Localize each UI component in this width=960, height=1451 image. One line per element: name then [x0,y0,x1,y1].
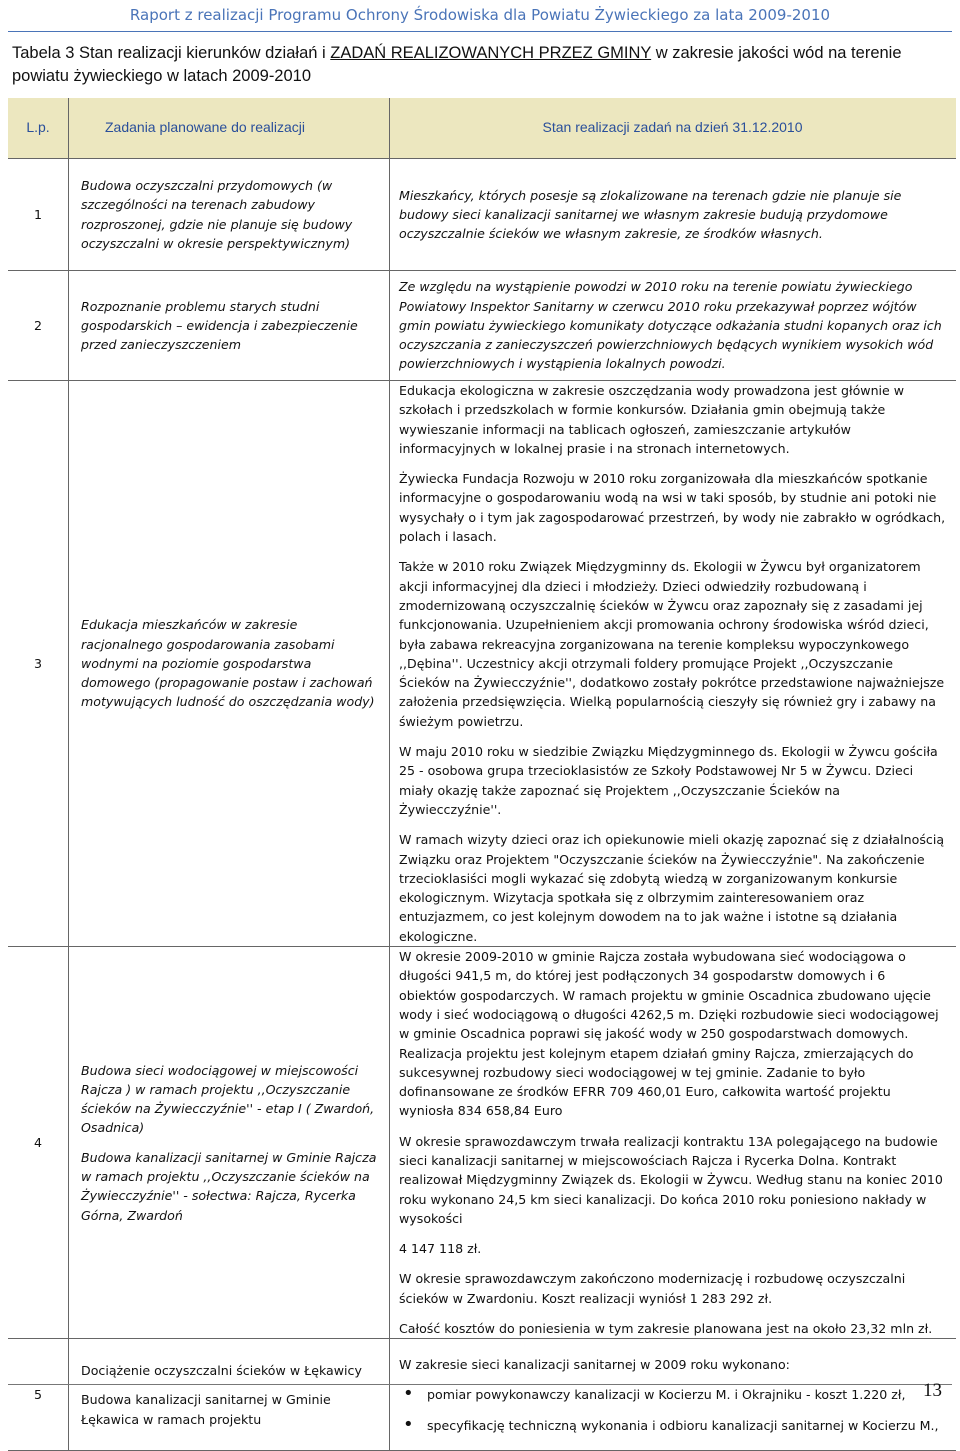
row-task [69,1339,390,1451]
row-status [390,381,957,947]
task-text: Budowa sieci wodociągowej w miejscowości Rajcza ) w ramach projektu ,,Oczyszczanie ścieków na Żywiecczyźnie'' - etap I ( Zwardoń, Osadnica) [81,1062,375,1136]
row-task [69,947,390,1339]
row-status [390,1339,957,1451]
row-task [69,271,390,381]
row-status [390,159,957,271]
footer-rule [8,1384,952,1385]
status-paragraph: W okresie sprawozdawczym zakończono modernizację i rozbudowę oczyszczalni ścieków w Zwardoniu. Koszt realizacji wyniósł 1 283 292 zł. [399,1271,906,1306]
status-paragraph: W maju 2010 roku w siedzibie Związku Międzygminnego ds. Ekologii w Żywcu gościła 25 - osobowa grupa trzecioklasistów ze Szkoły Podstawowej Nr 5 w Żywcu. Dzieci miały okazję także zapoznać się Projektem ,,Oczyszczanie Ścieków na Żywiecczyźnie''. [399,744,938,817]
row-task [69,159,390,271]
row-number: 1 [8,159,69,271]
caption-prefix: Tabela 3 Stan realizacji kierunków działań i [12,44,331,62]
task-text: Budowa oczyszczalni przydomowych (w szczególności na terenach zabudowy rozproszonej, gdzie nie planuje się budowy oczyszczalni w okresie perspektywicznym) [81,177,353,251]
row-number: 5 [8,1339,69,1451]
row-status [390,947,957,1339]
table-row [8,947,956,1339]
status-bullet: • pomiar powykonawczy kanalizacji w Kocierzu M. i Okrajniku - koszt 1.220 zł, [427,1385,946,1404]
header-status: Stan realizacji zadań na dzień 31.12.2010 [390,98,957,159]
caption-underlined: ZADAŃ REALIZOWANYCH PRZEZ GMINY [330,44,652,62]
table-row [8,159,956,271]
status-table [8,98,956,1451]
header-task: Zadania planowane do realizacji [69,98,390,159]
status-paragraph: W okresie sprawozdawczym trwała realizacji kontraktu 13A polegającego na budowie sieci kanalizacji sanitarnej w miejscowościach Rajcza i Rycerka Dolna. Kontrakt realizował Międzygminny Związek ds. Ekologii w Żywcu. Według stanu na koniec 2010 roku wykonano 24,5 km sieci kanalizacji. Do końca 2010 roku poniesiono nakłady w wysokości [399,1133,943,1226]
status-paragraph: Edukacja ekologiczna w zakresie oszczędzania wody prowadzona jest głównie w szkołach i przedszkolach w formie konkursów. Działania gmin obejmują także wywieszanie informacji na tablicach ogłoszeń, zamieszczanie artykułów informacyjnych w lokalnej prasie i na stronach internetowych. [399,383,905,456]
page-number: 13 [923,1380,942,1401]
status-paragraph: Także w 2010 roku Związek Międzygminny ds. Ekologii w Żywcu był organizatorem akcji informacyjnej dla dzieci i młodzieży. Dzieci odwiedziły rozbudowaną i zmodernizowaną oczyszczalnię ścieków w Żywcu oraz zapoznały się z zasadami jej funkcjonowania. Uzupełnieniem akcji promowania ochrony środowiska wśród dzieci, była zabawa rekreacyjna zorganizowana na terenie kompleksu wypoczynkowego ,,Dębina''. Uczestnicy akcji otrzymali foldery promujące Projekt ,,Oczyszczanie Ścieków na Żywiecczyźnie'', dodatkowo zostały pokrótce przedstawione najważniejsze założenia przedsięwzięcia. Wielką popularnością cieszyły się również gry i zabawy na świeżym powietrzu. [399,559,945,729]
row-number: 2 [8,271,69,381]
task-text: Rozpoznanie problemu starych studni gospodarskich – ewidencja i zabezpieczenie przed zanieczyszczeniem [81,298,358,353]
table-header-row [8,98,956,159]
row-task [69,381,390,947]
table-row [8,271,956,381]
row-status [390,271,957,381]
table-row [8,381,956,947]
task-text: Budowa kanalizacji sanitarnej w Gminie Rajcza w ramach projektu ,,Oczyszczanie ścieków na Żywiecczyźnie'' - sołectwa: Rajcza, Rycerka Górna, Zwardoń [81,1149,377,1223]
status-bullet-list [399,1385,946,1435]
status-paragraph: Całość kosztów do poniesienia w tym zakresie planowana jest na około 23,32 mln zł. [399,1321,933,1337]
header-number: L.p. [8,98,69,159]
status-paragraph: Ze względu na wystąpienie powodzi w 2010 roku na terenie powiatu żywieckiego Powiatowy Inspektor Sanitarny w czerwcu 2010 roku przekazywał poprzez wójtów gmin powiatu żywieckiego komunikaty dotyczące odkażania studni kopanych oraz ich oczyszczania z zanieczyszczeń powierzchniowych będących wynikiem wysokich wód powierzchniowych i wystąpienia lokalnych powodzi. [399,279,942,372]
status-paragraph: W zakresie sieci kanalizacji sanitarnej w 2009 roku wykonano: [399,1356,790,1372]
status-paragraph: Mieszkańcy, których posesje są zlokalizowane na terenach gdzie nie planuje sie budowy sieci kanalizacji sanitarnej we własnym zakresie budują przydomowe oczyszczalnie ścieków we własnym zakresie, ze środków własnych. [399,187,902,242]
task-text: Budowa kanalizacji sanitarnej w Gminie Łękawica w ramach projektu [81,1392,331,1427]
running-header: Raport z realizacji Programu Ochrony Środowiska dla Powiatu Żywieckiego za lata 2009-2010 [129,6,831,24]
table-row [8,1339,956,1451]
table-caption [12,42,947,88]
status-bullet: • specyfikację techniczną wykonania i odbioru kanalizacji sanitarnej w Kocierzu M., [427,1416,946,1435]
row-number: 4 [8,947,69,1339]
caption-suffix: w zakresie jakości wód na terenie powiatu żywieckiego w latach 2009-2010 [12,44,902,85]
row-number: 3 [8,381,69,947]
task-text: Edukacja mieszkańców w zakresie racjonalnego gospodarowania zasobami wodnymi na poziomie gospodarstwa domowego (propagowanie postaw i zachowań motywujących ludność do oszczędzania wody) [81,617,375,710]
status-paragraph: 4 147 118 zł. [399,1241,482,1257]
status-paragraph: W okresie 2009-2010 w gminie Rajcza została wybudowana sieć wodociągowa o długości 941,5 m, do której jest podłączonych 34 gospodarstw domowych i 6 obiektów gospodarczych. W ramach projektu w gminie Oscadnica zbudowano ujęcie wody i sieć wodociągową o długości 4262,5 m. Dzięki rozbudowie sieci wodociągowej w gminie Oscadnica poprawi się jakość wody w 250 gospodarstwach domowych. Realizacja projektu jest kolejnym etapem działań gminy Rajcza, zmierzających do sukcesywnej rozbudowy sieci wodociągowej w tej gminie. Zadanie to było dofinansowane ze środków EFRR 709 460,01 Euro, całkowita wartość projektu wyniosła 834 658,84 Euro [399,949,939,1119]
task-text: Dociążenie oczyszczalni ścieków w Łękawicy [81,1362,362,1378]
status-paragraph: Żywiecka Fundacja Rozwoju w 2010 roku zorganizowała dla mieszkańców spotkanie informacyjne o gospodarowaniu wodą na wsi w taki sposób, by studnie ani potoki nie wysychały o i tym jak zagospodarować przestrzeń, by wody nie zabrakło w ogródkach, polach i lasach. [399,471,946,545]
header-rule [8,31,952,32]
status-paragraph: W ramach wizyty dzieci oraz ich opiekunowie mieli okazję zapoznać się z działalnością Związku oraz Projektem "Oczyszczanie ścieków na Żywiecczyźnie". Na zakończenie trzecioklasiści mogli wykazać się zdobytą wiedzą w zorganizowanym konkursie ekologicznym. Wizytacja spotkała się z olbrzymim zainteresowaniem oraz entuzjazmem, co jest kolejnym dowodem na to jak ważne i istotne są działania ekologiczne. [399,832,945,944]
